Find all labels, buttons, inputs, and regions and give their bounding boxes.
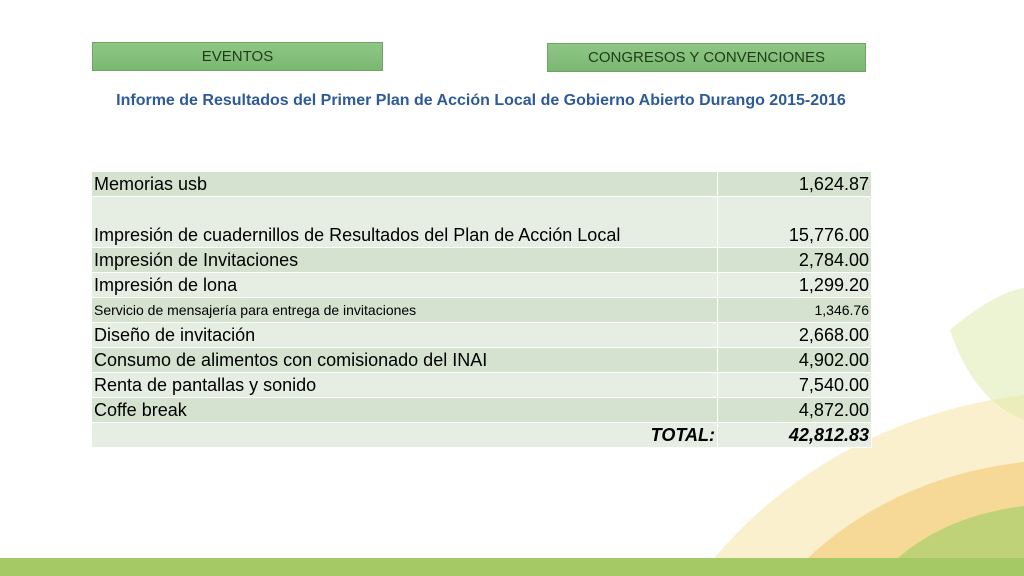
expense-amount: 1,299.20 — [718, 273, 872, 298]
expense-amount: 2,784.00 — [718, 248, 872, 273]
expense-concept: Impresión de Invitaciones — [92, 248, 718, 273]
table-row — [92, 323, 872, 348]
total-amount: 42,812.83 — [718, 423, 872, 448]
total-row — [92, 423, 872, 448]
table-row — [92, 348, 872, 373]
table-row — [92, 298, 872, 323]
expense-concept: Memorias usb — [92, 172, 718, 197]
expenses-table — [91, 171, 872, 448]
report-title: Informe de Resultados del Primer Plan de Acción Local de Gobierno Abierto Durango 2015-2016 — [116, 92, 846, 109]
expense-amount: 1,346.76 — [718, 298, 872, 323]
expense-concept: Diseño de invitación — [92, 323, 718, 348]
expense-amount: 4,902.00 — [718, 348, 872, 373]
expense-amount: 2,668.00 — [718, 323, 872, 348]
expense-amount: 4,872.00 — [718, 398, 872, 423]
expense-concept: Coffe break — [92, 398, 718, 423]
expense-amount: 15,776.00 — [718, 197, 872, 248]
expense-concept: Impresión de lona — [92, 273, 718, 298]
table-row — [92, 248, 872, 273]
total-label: TOTAL: — [92, 423, 718, 448]
expense-concept: Consumo de alimentos con comisionado del INAI — [92, 348, 718, 373]
table-row — [92, 197, 872, 248]
eventos-text: EVENTOS — [201, 48, 274, 65]
congresos-text: CONGRESOS Y CONVENCIONES — [588, 49, 825, 66]
expense-amount: 7,540.00 — [718, 373, 872, 398]
congresos-label — [547, 43, 866, 72]
table-row — [92, 172, 872, 197]
expense-concept: Servicio de mensajería para entrega de invitaciones — [92, 298, 718, 323]
eventos-label — [92, 42, 383, 71]
table-row — [92, 398, 872, 423]
expense-concept: Renta de pantallas y sonido — [92, 373, 718, 398]
table-row — [92, 373, 872, 398]
table-row — [92, 273, 872, 298]
expense-amount: 1,624.87 — [718, 172, 872, 197]
expense-concept: Impresión de cuadernillos de Resultados del Plan de Acción Local — [92, 197, 718, 248]
